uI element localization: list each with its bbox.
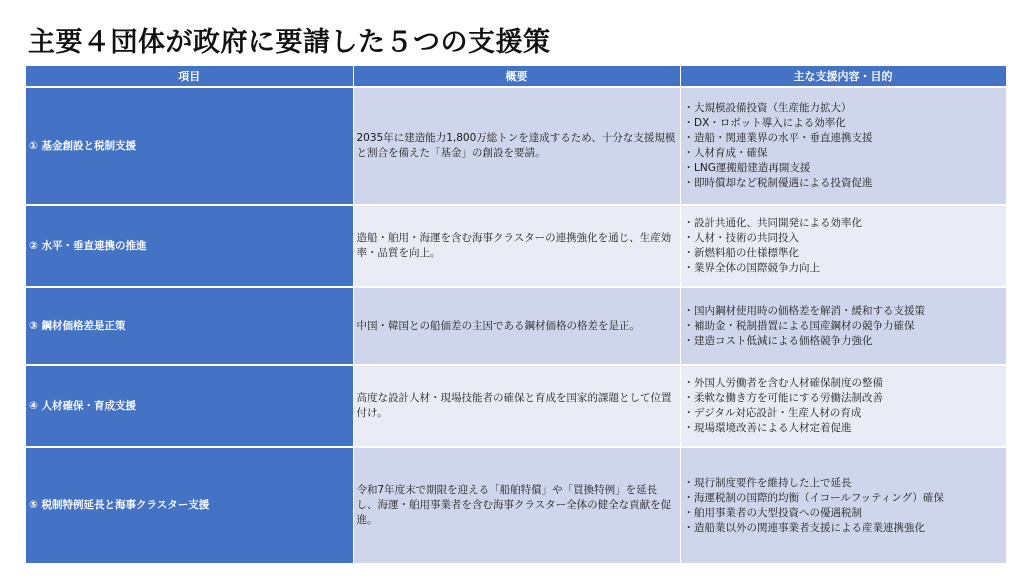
detail-item: ・ 設計共通化、共同開発による効率化 (684, 216, 1003, 231)
page-title: 主要４団体が政府に要請した５つの支援策 (28, 27, 551, 58)
row-item: ⑤ 税制特例延長と海事クラスター支援 (26, 447, 353, 563)
row-overview: 高度な設計人材・現場技能者の確保と育成を国家的課題として位置付け。 (353, 365, 680, 447)
row-details (680, 287, 1006, 365)
table-header-row (26, 66, 1006, 87)
detail-item: ・ 国内鋼材使用時の価格差を解消・緩和する支援策 (684, 304, 1003, 319)
detail-item: ・ DX・ロボット導入による効率化 (684, 116, 1003, 131)
detail-item: ・ 人材・技術の共同投入 (684, 231, 1003, 246)
table-row (26, 87, 1006, 205)
detail-item: ・ デジタル対応設計・生産人材の育成 (684, 406, 1003, 421)
row-item: ② 水平・垂直連携の推進 (26, 205, 353, 287)
row-item: ④ 人材確保・育成支援 (26, 365, 353, 447)
row-details (680, 365, 1006, 447)
row-overview: 中国・韓国との船価差の主因である鋼材価格の格差を是正。 (353, 287, 680, 365)
detail-item: ・ 造船・関連業界の水平・垂直連携支援 (684, 131, 1003, 146)
table-row (26, 365, 1006, 447)
row-overview: 造船・舶用・海運を含む海事クラスターの連携強化を通じ、生産効率・品質を向上。 (353, 205, 680, 287)
support-measures-table (26, 66, 1007, 563)
detail-item: ・ 現場環境改善による人材定着促進 (684, 421, 1003, 436)
detail-item: ・ 新燃料船の仕様標準化 (684, 246, 1003, 261)
column-header-details: 主な支援内容・目的 (680, 66, 1006, 87)
detail-item: ・ 補助金・税制措置による国産鋼材の競争力確保 (684, 319, 1003, 334)
detail-item: ・ 大規模設備投資（生産能力拡大） (684, 101, 1003, 116)
detail-item: ・ 人材育成・確保 (684, 146, 1003, 161)
row-details (680, 87, 1006, 205)
detail-item: ・ 即時償却など税制優遇による投資促進 (684, 176, 1003, 191)
detail-item: ・ 現行制度要件を維持した上で延長 (684, 476, 1003, 491)
detail-item: ・ 業界全体の国際競争力向上 (684, 261, 1003, 276)
detail-item: ・ 外国人労働者を含む人材確保制度の整備 (684, 376, 1003, 391)
row-item: ③ 鋼材価格差是正策 (26, 287, 353, 365)
detail-item: ・ 柔軟な働き方を可能にする労働法制改善 (684, 391, 1003, 406)
row-overview: 2035年に建造能力1,800万総トンを達成するため、十分な支援規模と割合を備えた「基金」の創設を要請。 (353, 87, 680, 205)
table-row (26, 447, 1006, 563)
column-header-item: 項目 (26, 66, 353, 87)
row-details (680, 447, 1006, 563)
detail-item: ・ 建造コスト低減による価格競争力強化 (684, 334, 1003, 349)
detail-item: ・ LNG運搬船建造再開支援 (684, 161, 1003, 176)
table-row (26, 205, 1006, 287)
detail-item: ・ 舶用事業者の大型投資への優遇税制 (684, 506, 1003, 521)
detail-item: ・ 海運税制の国際的均衡（イコールフッティング）確保 (684, 491, 1003, 506)
row-item: ① 基金創設と税制支援 (26, 87, 353, 205)
detail-item: ・ 造船業以外の関連事業者支援による産業連携強化 (684, 521, 1003, 536)
row-overview: 令和7年度末で期限を迎える「船舶特償」や「買換特例」を延長し、海運・舶用事業者を含む海事クラスター全体の健全な貢献を促進。 (353, 447, 680, 563)
table-row (26, 287, 1006, 365)
column-header-overview: 概要 (353, 66, 680, 87)
row-details (680, 205, 1006, 287)
